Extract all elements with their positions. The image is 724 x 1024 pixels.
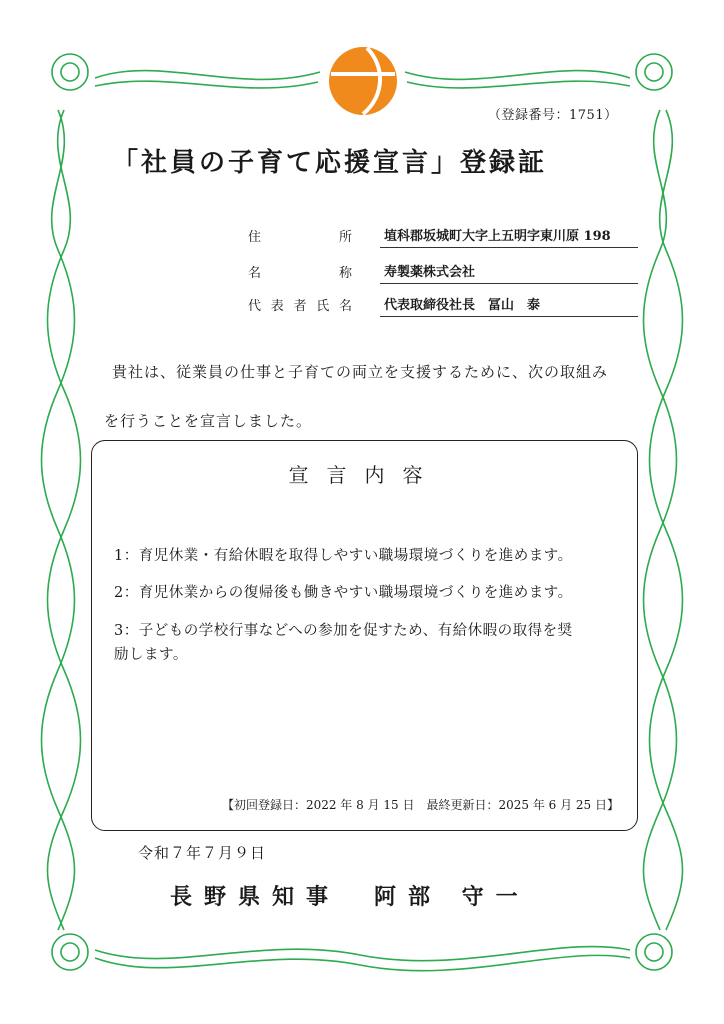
field-name bbox=[248, 258, 638, 284]
declaration-item bbox=[114, 581, 634, 605]
item-text: 育児休業・有給休暇を取得しやすい職場環境づくりを進めます。 bbox=[138, 548, 573, 564]
declaration-item bbox=[114, 619, 634, 667]
field-value: 埴科郡坂城町大字上五明字東川原 198 bbox=[380, 225, 638, 248]
intro-line: を行うことを宣言しました。 bbox=[104, 412, 313, 430]
issuer-name: 長野県知事 阿部 守一 bbox=[170, 884, 530, 910]
issue-date: 令和７年７月９日 bbox=[138, 844, 267, 862]
item-number: 2： bbox=[114, 585, 139, 601]
field-value: 寿製薬株式会社 bbox=[380, 261, 638, 284]
field-value: 代表取締役社長 冨山 泰 bbox=[380, 294, 638, 317]
field-address bbox=[248, 222, 638, 248]
registration-dates: 【初回登録日：2022 年 8 月 15 日 最終更新日：2025 年 6 月 25 日】 bbox=[221, 798, 619, 812]
intro-text bbox=[104, 348, 632, 446]
item-number: 3： bbox=[114, 623, 139, 639]
declaration-box bbox=[91, 440, 638, 831]
certificate-title: 「社員の子育て応援宣言」登録証 bbox=[112, 148, 548, 178]
declaration-heading: 宣言内容 bbox=[288, 463, 441, 487]
field-representative bbox=[248, 291, 638, 317]
field-label: 代 表 者 氏 名 bbox=[248, 299, 352, 314]
declaration-item bbox=[114, 544, 634, 568]
intro-line: 貴社は、従業員の仕事と子育ての両立を支援するために、次の取組み bbox=[112, 363, 609, 381]
field-label: 住 所 bbox=[248, 230, 352, 245]
item-text-continued: 励します。 bbox=[114, 647, 188, 663]
item-text: 育児休業からの復帰後も働きやすい職場環境づくりを進めます。 bbox=[138, 585, 573, 601]
item-number: 1： bbox=[114, 548, 139, 564]
item-text: 子どもの学校行事などへの参加を促すため、有給休暇の取得を奨 bbox=[138, 623, 573, 639]
prefecture-logo bbox=[327, 46, 399, 116]
registration-number: （登録番号：1751） bbox=[488, 108, 618, 123]
field-label: 名 称 bbox=[248, 266, 352, 281]
